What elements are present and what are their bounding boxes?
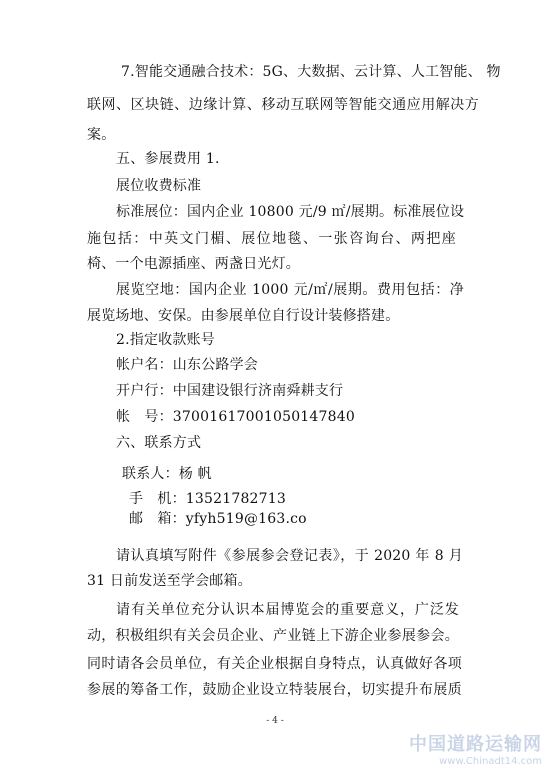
tech-item-7-line-2: 联网、区块链、边缘计算、移动互联网等智能交通应用解决方 — [87, 97, 479, 113]
standard-booth-line-1: 标准展位：国内企业 10800 元/9 ㎡/展期。标准展位设 — [116, 204, 465, 220]
account-number: 帐 号：37001617001050147840 — [116, 409, 355, 425]
watermark-title: 中国道路运输网 — [409, 734, 542, 755]
registration-note-line-1: 请认真填写附件《参展参会登记表》，于 2020 年 8 月 — [116, 548, 463, 564]
closing-paragraph-line-1: 请有关单位充分认识本届博览会的重要意义，广泛发 — [116, 602, 459, 618]
contact-phone: 手 机：13521782713 — [129, 491, 286, 507]
page-number: - 4 - — [266, 716, 284, 726]
watermark-url: www.Chinadt14.com — [439, 756, 542, 767]
site-watermark — [392, 734, 542, 774]
section-heading-contact: 六、联系方式 — [116, 435, 202, 451]
contact-email: 邮 箱：yfyh519@163.co — [129, 511, 307, 527]
registration-note-line-2: 31 日前发送至学会邮箱。 — [87, 573, 252, 589]
closing-paragraph-line-3: 同时请各会员单位，有关企业根据自身特点，认真做好各项 — [87, 656, 462, 672]
bank-name: 开户行：中国建设银行济南舜耕支行 — [116, 383, 344, 399]
closing-paragraph-line-4: 参展的筹备工作，鼓励企业设立特装展台，切实提升布展质 — [87, 682, 462, 698]
booth-fee-standard-heading: 展位收费标准 — [116, 178, 202, 194]
open-space-line-2: 展览场地、安保。由参展单位自行设计装修搭建。 — [87, 308, 400, 324]
standard-booth-line-3: 椅、一个电源插座、两盏日光灯。 — [87, 256, 300, 272]
standard-booth-line-2: 施包括：中英文门楣、展位地毯、一张咨询台、两把座 — [87, 231, 456, 247]
contact-person: 联系人：杨 帆 — [122, 466, 212, 482]
account-name: 帐户名：山东公路学会 — [116, 357, 258, 373]
tech-item-7-line-1: 7.智能交通融合技术：5G、大数据、云计算、人工智能、 物 — [121, 64, 501, 80]
account-heading: 2.指定收款账号 — [116, 332, 215, 348]
tech-item-7-line-3: 案。 — [87, 127, 116, 143]
closing-paragraph-line-2: 动，积极组织有关会员企业、产业链上下游企业参展参会。 — [87, 628, 459, 644]
section-heading-fees: 五、参展费用 1. — [116, 151, 220, 167]
open-space-line-1: 展览空地：国内企业 1000 元/㎡/展期。费用包括：净 — [116, 282, 464, 298]
